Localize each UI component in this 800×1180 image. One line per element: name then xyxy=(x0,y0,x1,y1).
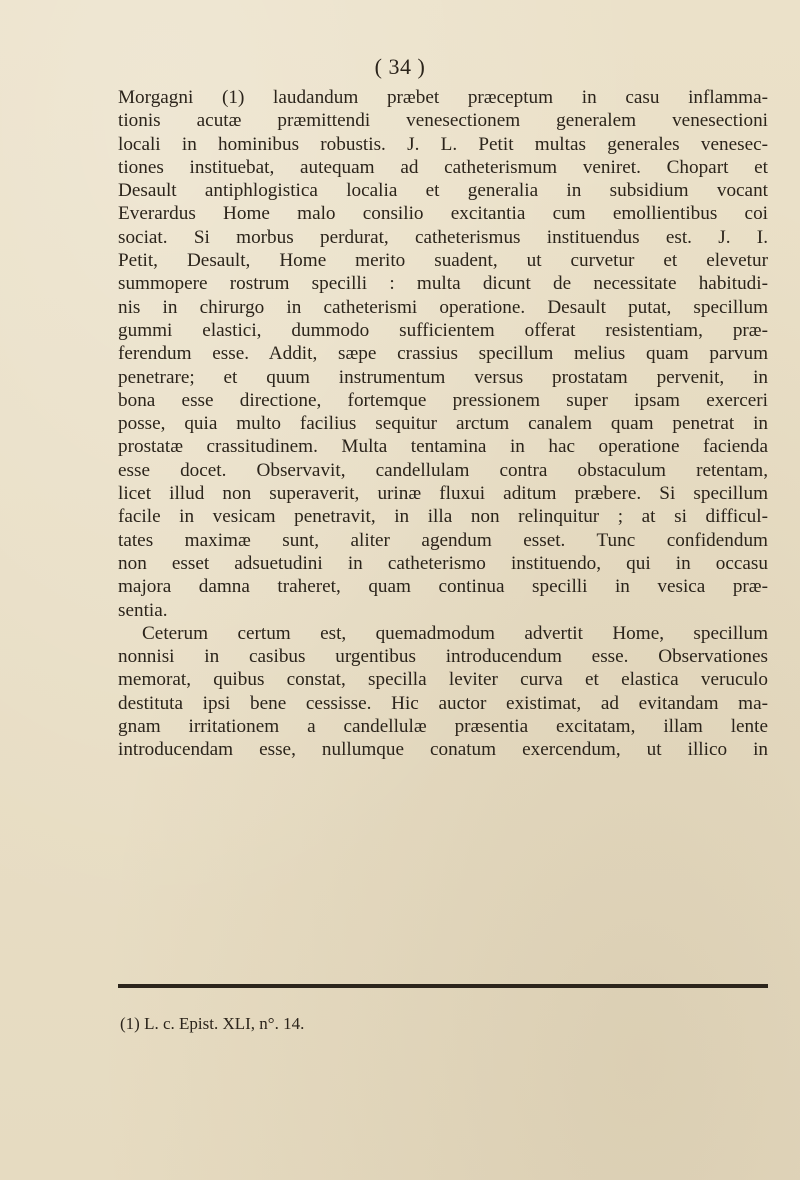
text-line: esse docet. Observavit, candellulam contra obstaculum retentam, xyxy=(118,459,768,481)
text-line: Desault antiphlogistica localia et generalia in subsidium vocant xyxy=(118,180,768,202)
text-line: gnam irritationem a candellulæ præsentia excitatam, illam lente xyxy=(118,716,768,738)
text-line: facile in vesicam penetravit, in illa non relinquitur ; at si difficul- xyxy=(118,506,768,528)
text-line: posse, quia multo facilius sequitur arctum canalem quam penetrat in xyxy=(118,413,768,435)
text-line: gummi elastici, dummodo sufficientem offerat resistentiam, præ- xyxy=(118,319,768,341)
text-line: Morgagni (1) laudandum præbet præceptum in casu inflamma- xyxy=(118,87,768,108)
text-line: nonnisi in casibus urgentibus introducendum esse. Observationes xyxy=(118,646,768,668)
text-line: locali in hominibus robustis. J. L. Petit multas generales venesec- xyxy=(118,133,768,155)
text-line: nis in chirurgo in catheterismi operatione. Desault putat, specillum xyxy=(118,296,768,318)
text-line: introducendam esse, nullumque conatum exercendum, ut illico in xyxy=(118,739,768,761)
footnote-separator-rule xyxy=(118,984,768,988)
footnote: (1) L. c. Epist. XLI, n°. 14. xyxy=(120,1014,305,1033)
text-line: non esset adsuetudini in catheterismo instituendo, qui in occasu xyxy=(118,552,768,574)
text-line: tiones instituebat, autequam ad catheterismum veniret. Chopart et xyxy=(118,156,768,178)
text-line: Everardus Home malo consilio excitantia cum emollientibus coi xyxy=(118,203,768,225)
text-line: bona esse directione, fortemque pressionem super ipsam exerceri xyxy=(118,389,768,411)
text-line: summopere rostrum specilli : multa dicunt de necessitate habitudi- xyxy=(118,273,768,295)
text-line: majora damna traheret, quam continua specilli in vesica præ- xyxy=(118,576,768,598)
text-line: licet illud non superaverit, urinæ fluxui aditum præbere. Si specillum xyxy=(118,483,768,505)
text-line: destituta ipsi bene cessisse. Hic auctor existimat, ad evitandam ma- xyxy=(118,692,768,714)
text-line: tionis acutæ præmittendi venesectionem generalem venesectioni xyxy=(118,110,768,132)
page-number: ( 34 ) xyxy=(374,54,426,79)
text-line: sociat. Si morbus perdurat, catheterismus instituendus est. J. I. xyxy=(118,226,768,248)
text-line: prostatæ crassitudinem. Multa tentamina in hac operatione facienda xyxy=(118,436,768,458)
text-line: sentia. xyxy=(118,599,168,621)
text-line: penetrare; et quum instrumentum versus prostatam pervenit, in xyxy=(118,366,768,388)
text-line: tates maximæ sunt, aliter agendum esset. Tunc confidendum xyxy=(118,529,768,551)
body-text xyxy=(118,86,768,762)
text-line: Ceterum certum est, quemadmodum advertit Home, specillum xyxy=(142,622,768,644)
text-line: memorat, quibus constat, specilla leviter curva et elastica veruculo xyxy=(118,669,768,691)
text-line: ferendum esse. Addit, sæpe crassius specillum melius quam parvum xyxy=(118,343,768,365)
text-line: Petit, Desault, Home merito suadent, ut curvetur et elevetur xyxy=(118,250,768,272)
